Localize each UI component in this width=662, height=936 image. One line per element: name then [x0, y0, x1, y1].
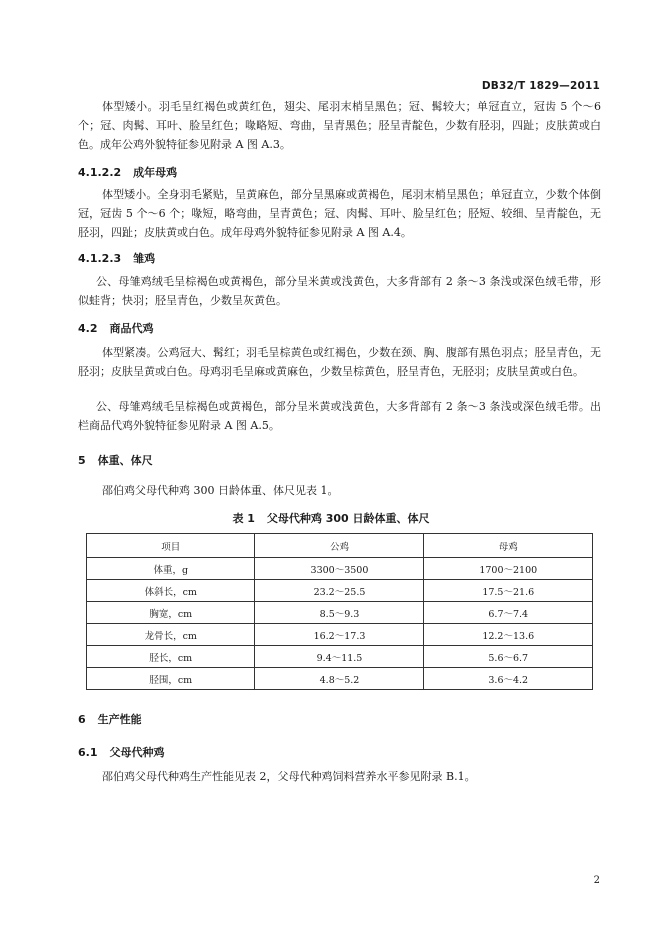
table-cell: 5.6～6.7	[424, 646, 593, 668]
paragraph-adult-hen: 体型矮小。全身羽毛紧贴，呈黄麻色，部分呈黑麻或黄褐色，尾羽末梢呈黑色；单冠直立，少数个体倒冠，冠齿 5 个～6 个；喙短，略弯曲，呈青黄色；冠、肉髯、耳叶、脸呈红色；胫短、较细、呈青靛色，无胫羽，四趾；皮肤黄或白色。成年母鸡外貌特征参见附录 A 图 A.4。	[78, 188, 601, 239]
table-row	[87, 602, 593, 624]
paragraph-production: 邵伯鸡父母代种鸡生产性能见表 2，父母代种鸡饲料营养水平参见附录 B.1。	[102, 770, 476, 783]
heading-number: 4.1.2.3	[78, 252, 122, 265]
body-size-table	[86, 533, 593, 690]
table-cell: 8.5～9.3	[255, 602, 424, 624]
column-header-rooster: 公鸡	[255, 534, 424, 558]
column-header-hen: 母鸡	[424, 534, 593, 558]
table-header-row	[87, 534, 593, 558]
table-cell: 胫长，cm	[87, 646, 255, 668]
heading-title: 体重、体尺	[97, 454, 153, 467]
paragraph-chicks: 公、母雏鸡绒毛呈棕褐色或黄褐色，部分呈米黄或浅黄色，大多背部有 2 条～3 条浅或深色绒毛带，形似蛙背；快羽；胫呈青色，少数呈灰黄色。	[78, 275, 601, 307]
table-row	[87, 646, 593, 668]
table-cell: 胫围，cm	[87, 668, 255, 690]
column-header-item: 项目	[87, 534, 255, 558]
table-title: 父母代种鸡 300 日龄体重、体尺	[266, 512, 430, 525]
table-row	[87, 668, 593, 690]
table-cell: 3.6～4.2	[424, 668, 593, 690]
table-cell: 体重，g	[87, 558, 255, 580]
heading-number: 4.1.2.2	[78, 166, 122, 179]
heading-6	[78, 711, 142, 727]
paragraph-body-size: 邵伯鸡父母代种鸡 300 日龄体重、体尺见表 1。	[102, 484, 339, 497]
heading-title: 父母代种鸡	[109, 746, 165, 759]
table-cell: 胸宽，cm	[87, 602, 255, 624]
heading-number: 4.2	[78, 322, 98, 335]
heading-4-1-2-2	[78, 164, 177, 180]
heading-5	[78, 452, 153, 468]
table-row	[87, 580, 593, 602]
table-row	[87, 558, 593, 580]
table-caption	[0, 510, 662, 526]
table-cell: 9.4～11.5	[255, 646, 424, 668]
page-number: 2	[593, 875, 600, 886]
table-cell: 1700～2100	[424, 558, 593, 580]
paragraph-commercial-2: 公、母雏鸡绒毛呈棕褐色或黄褐色，部分呈米黄或浅黄色，大多背部有 2 条～3 条浅或深色绒毛带。出栏商品代鸡外貌特征参见附录 A 图 A.5。	[78, 400, 601, 432]
heading-number: 5	[78, 454, 86, 467]
table-cell: 龙骨长，cm	[87, 624, 255, 646]
table-cell: 6.7～7.4	[424, 602, 593, 624]
heading-4-2	[78, 320, 154, 336]
table-cell: 16.2～17.3	[255, 624, 424, 646]
table-cell: 3300～3500	[255, 558, 424, 580]
paragraph-adult-rooster: 体型矮小。羽毛呈红褐色或黄红色，翅尖、尾羽末梢呈黑色；冠、髯较大；单冠直立，冠齿 5 个～6 个；冠、肉髯、耳叶、脸呈红色；喙略短、弯曲，呈青黑色；胫呈青靛色，少数有胫羽，四趾；皮肤黄或白色。成年公鸡外貌特征参见附录 A 图 A.3。	[78, 100, 601, 151]
heading-4-1-2-3	[78, 250, 155, 266]
table-label: 表 1	[232, 512, 255, 525]
heading-number: 6.1	[78, 746, 98, 759]
heading-title: 商品代鸡	[109, 322, 154, 335]
heading-title: 生产性能	[97, 713, 142, 726]
table-row	[87, 624, 593, 646]
heading-6-1	[78, 744, 165, 760]
paragraph-commercial-1: 体型紧凑。公鸡冠大、髯红；羽毛呈棕黄色或红褐色，少数在颈、胸、腹部有黑色羽点；胫呈青色，无胫羽；皮肤呈黄或白色。母鸡羽毛呈麻或黄麻色，少数呈棕黄色，胫呈青色，无胫羽；皮肤呈黄或白色。	[78, 346, 601, 378]
heading-title: 雏鸡	[133, 252, 156, 265]
table-cell: 23.2～25.5	[255, 580, 424, 602]
heading-number: 6	[78, 713, 86, 726]
document-id: DB32/T 1829—2011	[481, 80, 600, 92]
table-cell: 4.8～5.2	[255, 668, 424, 690]
table-cell: 体斜长，cm	[87, 580, 255, 602]
table-cell: 12.2～13.6	[424, 624, 593, 646]
heading-title: 成年母鸡	[133, 166, 178, 179]
table-cell: 17.5～21.6	[424, 580, 593, 602]
